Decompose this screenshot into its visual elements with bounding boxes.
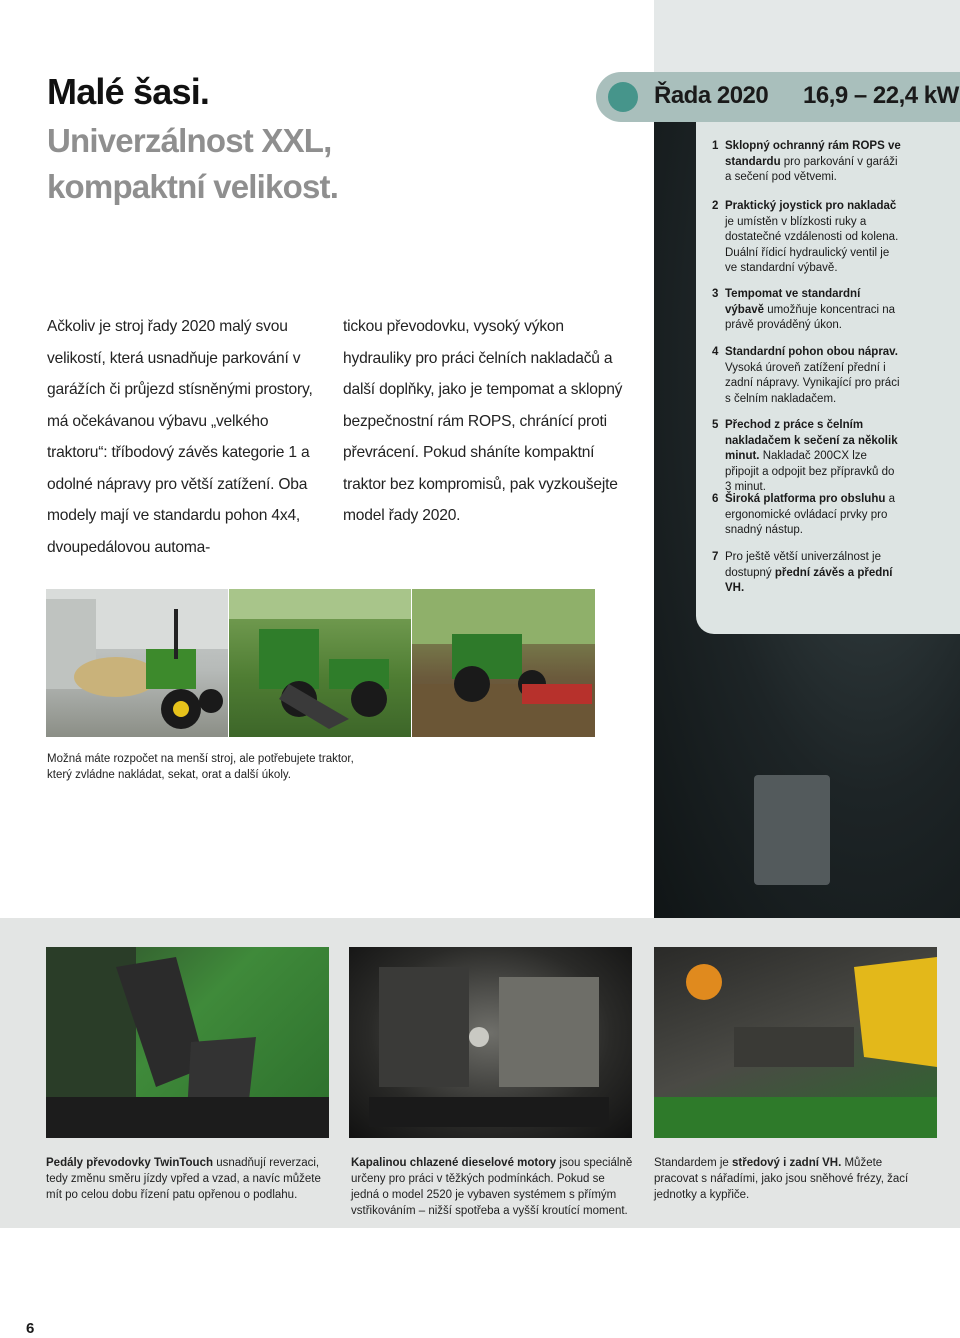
body-column-2: tickou převodovku, vysoký výkon hydrauliky pro práci čelních nakladačů a další doplňky, jako je tempomat a sklopný bezpečnostní rám ROPS, chránící proti převrácení. Pokud sháníte kompaktní traktor bez kompromisů, pak vyzkoušejte model řady 2020.: [343, 318, 623, 524]
hydraulics-illustration: [654, 947, 937, 1138]
photo-strip: [46, 589, 595, 737]
caption-text: jsou speciálně určeny pro práci v těžkých podmínkách. Pokud se jedná o model 2520 je vybaven systémem s přímým vstřikováním – nižší spotřeba a vyšší kroutící moment.: [351, 1157, 633, 1217]
feature-bold: Široká platforma pro obsluhu: [725, 493, 886, 505]
feature-text: umožňuje koncentraci na právě prováděný úkon.: [725, 303, 896, 332]
feature-item-1: [712, 139, 902, 186]
page-number: 6: [26, 1320, 35, 1337]
feature-item-4: [712, 345, 902, 407]
page-subtitle: Univerzálnost XXL, kompaktní velikost.: [47, 122, 339, 205]
feature-number: 1: [712, 140, 719, 152]
tractor-mower-illustration: [229, 589, 411, 737]
feature-item-6: [712, 492, 902, 539]
caption-text: usnadňují reverzaci, tedy změnu směru jízdy vpřed a vzad, a navíc můžete mít po celou dobu řízení patu opřenou o podlahu.: [46, 1157, 321, 1201]
feature-item-3: [712, 287, 902, 334]
feature-bold: Praktický joystick pro nakladač: [725, 200, 897, 212]
caption-text: Standardem je: [654, 1157, 732, 1169]
caption-bold: Kapalinou chlazené dieselové motory: [351, 1157, 557, 1169]
feature-item-5: [712, 418, 902, 496]
feature-text: a ergonomické ovládací prvky pro snadný nástup.: [725, 493, 895, 537]
feature-text: je umístěn v blízkosti ruky a dostatečné vzdálenosti od kolena. Duální řídicí hydraulický ventil je ve standardní výbavě.: [725, 215, 899, 275]
feature-item-7: [712, 550, 902, 597]
series-power: 16,9 – 22,4 kW: [803, 82, 959, 109]
tractor-loader-illustration: [46, 589, 228, 737]
series-title: Řada 2020: [654, 82, 769, 109]
photo-pedals: [46, 947, 329, 1138]
caption-engine: [351, 1155, 634, 1219]
caption-bold: Pedály převodovky TwinTouch: [46, 1157, 213, 1169]
engine-illustration: [349, 947, 632, 1138]
bullet-dot-icon: [608, 82, 638, 112]
pedals-illustration: [46, 947, 329, 1138]
feature-bold: Tempomat ve standardní výbavě: [725, 288, 861, 316]
feature-text: pro parkování v garáži a sečení pod větvemi.: [725, 155, 898, 184]
feature-number: 2: [712, 200, 719, 212]
feature-number: 6: [712, 493, 719, 505]
photo-engine: [349, 947, 632, 1138]
body-column-1: Ačkoliv je stroj řady 2020 malý svou velikostí, která usnadňuje parkování v garážích či průjezd stísněnými prostory, má očekávanou výbavu „velkého traktoru“: tříbodový závěs kategorie 1 a odolné nápravy pro větší zatížení. Oba modely mají ve standardu pohon 4x4, dvoupedálovou automa-: [47, 318, 313, 556]
feature-text: Pro ještě větší univerzálnost je dostupný: [725, 551, 881, 579]
feature-number: 7: [712, 551, 719, 563]
feature-bold: Sklopný ochranný rám ROPS ve standardu: [725, 140, 901, 168]
photo-tractor-mower: [229, 589, 411, 737]
photo-tractor-tiller: [412, 589, 595, 737]
caption-bold: středový i zadní VH.: [732, 1157, 842, 1169]
caption-hydraulics: [654, 1155, 924, 1203]
page-title: Malé šasi.: [47, 71, 210, 112]
feature-bold: Přechod z práce s čelním nakladačem k sečení za několik minut.: [725, 419, 898, 463]
caption-text: Můžete pracovat s nářadími, jako jsou sněhové frézy, žací jednotky a kypřiče.: [654, 1157, 909, 1201]
photo-block: [754, 775, 830, 885]
photo-hydraulics: [654, 947, 937, 1138]
feature-bold: přední závěs a přední VH.: [725, 566, 893, 595]
feature-bold: Standardní pohon obou náprav.: [725, 346, 898, 358]
feature-number: 5: [712, 419, 719, 431]
feature-item-2: [712, 199, 902, 277]
feature-number: 4: [712, 346, 719, 358]
feature-text: Nakladač 200CX lze připojit a odpojit bez přípravků do 3 minut.: [725, 450, 895, 494]
feature-number: 3: [712, 288, 719, 300]
photo-strip-caption: Možná máte rozpočet na menší stroj, ale potřebujete traktor, který zvládne nakládat, sekat, orat a další úkoly.: [47, 753, 354, 781]
photo-tractor-loader: [46, 589, 228, 737]
tractor-tiller-illustration: [412, 589, 595, 737]
caption-pedals: [46, 1155, 329, 1203]
feature-text: Vysoká úroveň zatížení přední i zadní nápravy. Vynikající pro práci s čelním nakladačem.: [725, 361, 900, 405]
